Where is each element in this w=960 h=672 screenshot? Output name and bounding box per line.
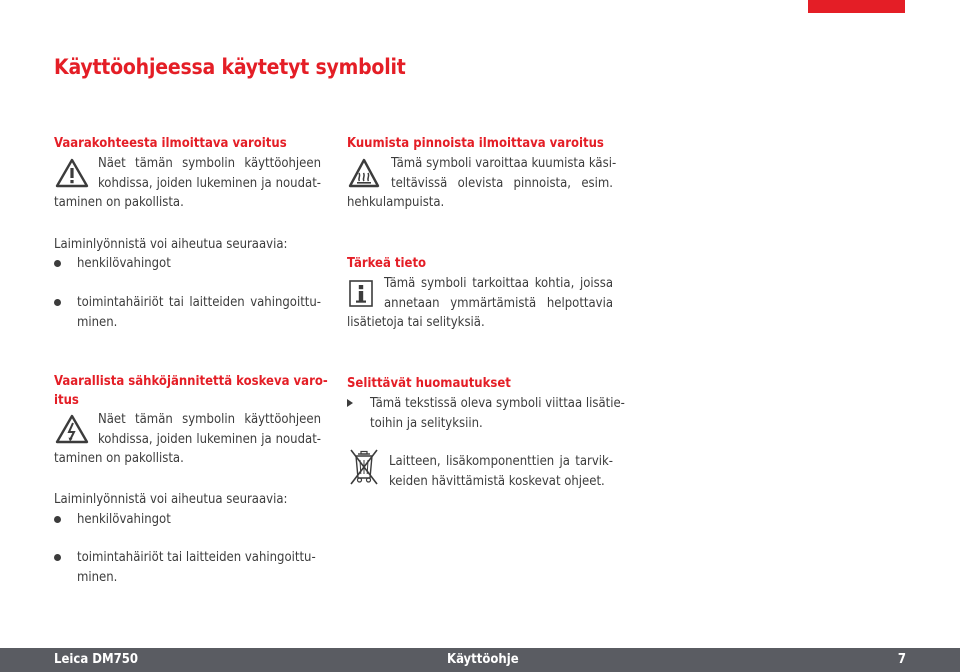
disposal-text-line-2: keiden hävittämistä koskevat ohjeet. bbox=[389, 473, 605, 489]
voltage-warning-heading bbox=[54, 372, 328, 410]
page-footer bbox=[0, 648, 960, 672]
danger-text-line-1: Näet tämän symbolin käyttöohjeen bbox=[98, 156, 321, 171]
footer-product-name: Leica DM750 bbox=[54, 652, 139, 667]
arrow-right-icon bbox=[347, 399, 353, 407]
arrow-note-line-2: toihin ja selityksiin. bbox=[370, 415, 483, 431]
hot-surface-text bbox=[347, 154, 617, 213]
voltage-heading-line-1: Vaarallista sähköjännitettä koskeva varo- bbox=[54, 374, 328, 389]
danger-warning-text bbox=[54, 154, 321, 213]
disposal-text-line-1: Laitteen, lisäkomponenttien ja tarvik- bbox=[389, 454, 613, 469]
info-text-line-2: annetaan ymmärtämistä helpottavia bbox=[384, 295, 613, 311]
danger-text-line-3: taminen on pakollista. bbox=[54, 195, 184, 210]
danger-bullet-personal-injury bbox=[54, 254, 171, 274]
bullet-text-line-2: minen. bbox=[77, 569, 118, 585]
info-text-line-1: Tämä symboli tarkoittaa kohtia, joissa bbox=[384, 276, 613, 291]
voltage-heading-line-2: itus bbox=[54, 393, 79, 408]
voltage-consequence-intro: Laiminlyönnistä voi aiheutua seuraavia: bbox=[54, 492, 288, 507]
bullet-text-line-1: toimintahäiriöt tai laitteiden vahingoittu- bbox=[77, 550, 316, 565]
footer-page-number: 7 bbox=[897, 652, 906, 667]
hot-surface-heading: Kuumista pinnoista ilmoittava varoitus bbox=[347, 136, 604, 151]
info-text-line-3: lisätietoja tai selityksiä. bbox=[347, 315, 485, 330]
danger-warning-heading: Vaarakohteesta ilmoittava varoitus bbox=[54, 136, 287, 151]
page-title: Käyttöohjeessa käytetyt symbolit bbox=[54, 55, 406, 79]
voltage-bullet-malfunction bbox=[54, 548, 321, 587]
voltage-bullet-personal-injury bbox=[54, 510, 171, 530]
voltage-text-line-3: taminen on pakollista. bbox=[54, 451, 184, 466]
danger-text-line-2: kohdissa, joiden lukeminen ja noudat- bbox=[98, 175, 321, 191]
arrow-note-item bbox=[347, 394, 625, 433]
important-info-heading: Tärkeä tieto bbox=[347, 256, 427, 271]
bullet-text-line-2: minen. bbox=[77, 314, 118, 330]
voltage-text-line-2: kohdissa, joiden lukeminen ja noudat- bbox=[98, 431, 321, 447]
bullet-text: henkilövahingot bbox=[77, 256, 171, 271]
hot-text-line-1: Tämä symboli varoittaa kuumista käsi- bbox=[391, 156, 617, 171]
danger-consequence-intro: Laiminlyönnistä voi aiheutua seuraavia: bbox=[54, 237, 288, 252]
hot-text-line-3: hehkulampuista. bbox=[347, 195, 445, 210]
voltage-text-line-1: Näet tämän symbolin käyttöohjeen bbox=[98, 412, 321, 427]
explanatory-notes-heading: Selittävät huomautukset bbox=[347, 376, 511, 391]
bullet-text: henkilövahingot bbox=[77, 512, 171, 527]
danger-bullet-malfunction bbox=[54, 293, 321, 332]
arrow-note-line-1: Tämä tekstissä oleva symboli viittaa lisätie- bbox=[370, 396, 625, 411]
important-info-text bbox=[347, 274, 613, 333]
footer-document-title: Käyttöohje bbox=[447, 652, 519, 667]
disposal-note-text bbox=[347, 452, 613, 491]
bullet-text-line-1: toimintahäiriöt tai laitteiden vahingoittu- bbox=[77, 295, 321, 310]
red-header-tab bbox=[808, 0, 905, 13]
hot-text-line-2: teltävissä olevista pinnoista, esim. bbox=[391, 175, 613, 191]
voltage-warning-text bbox=[54, 410, 321, 469]
